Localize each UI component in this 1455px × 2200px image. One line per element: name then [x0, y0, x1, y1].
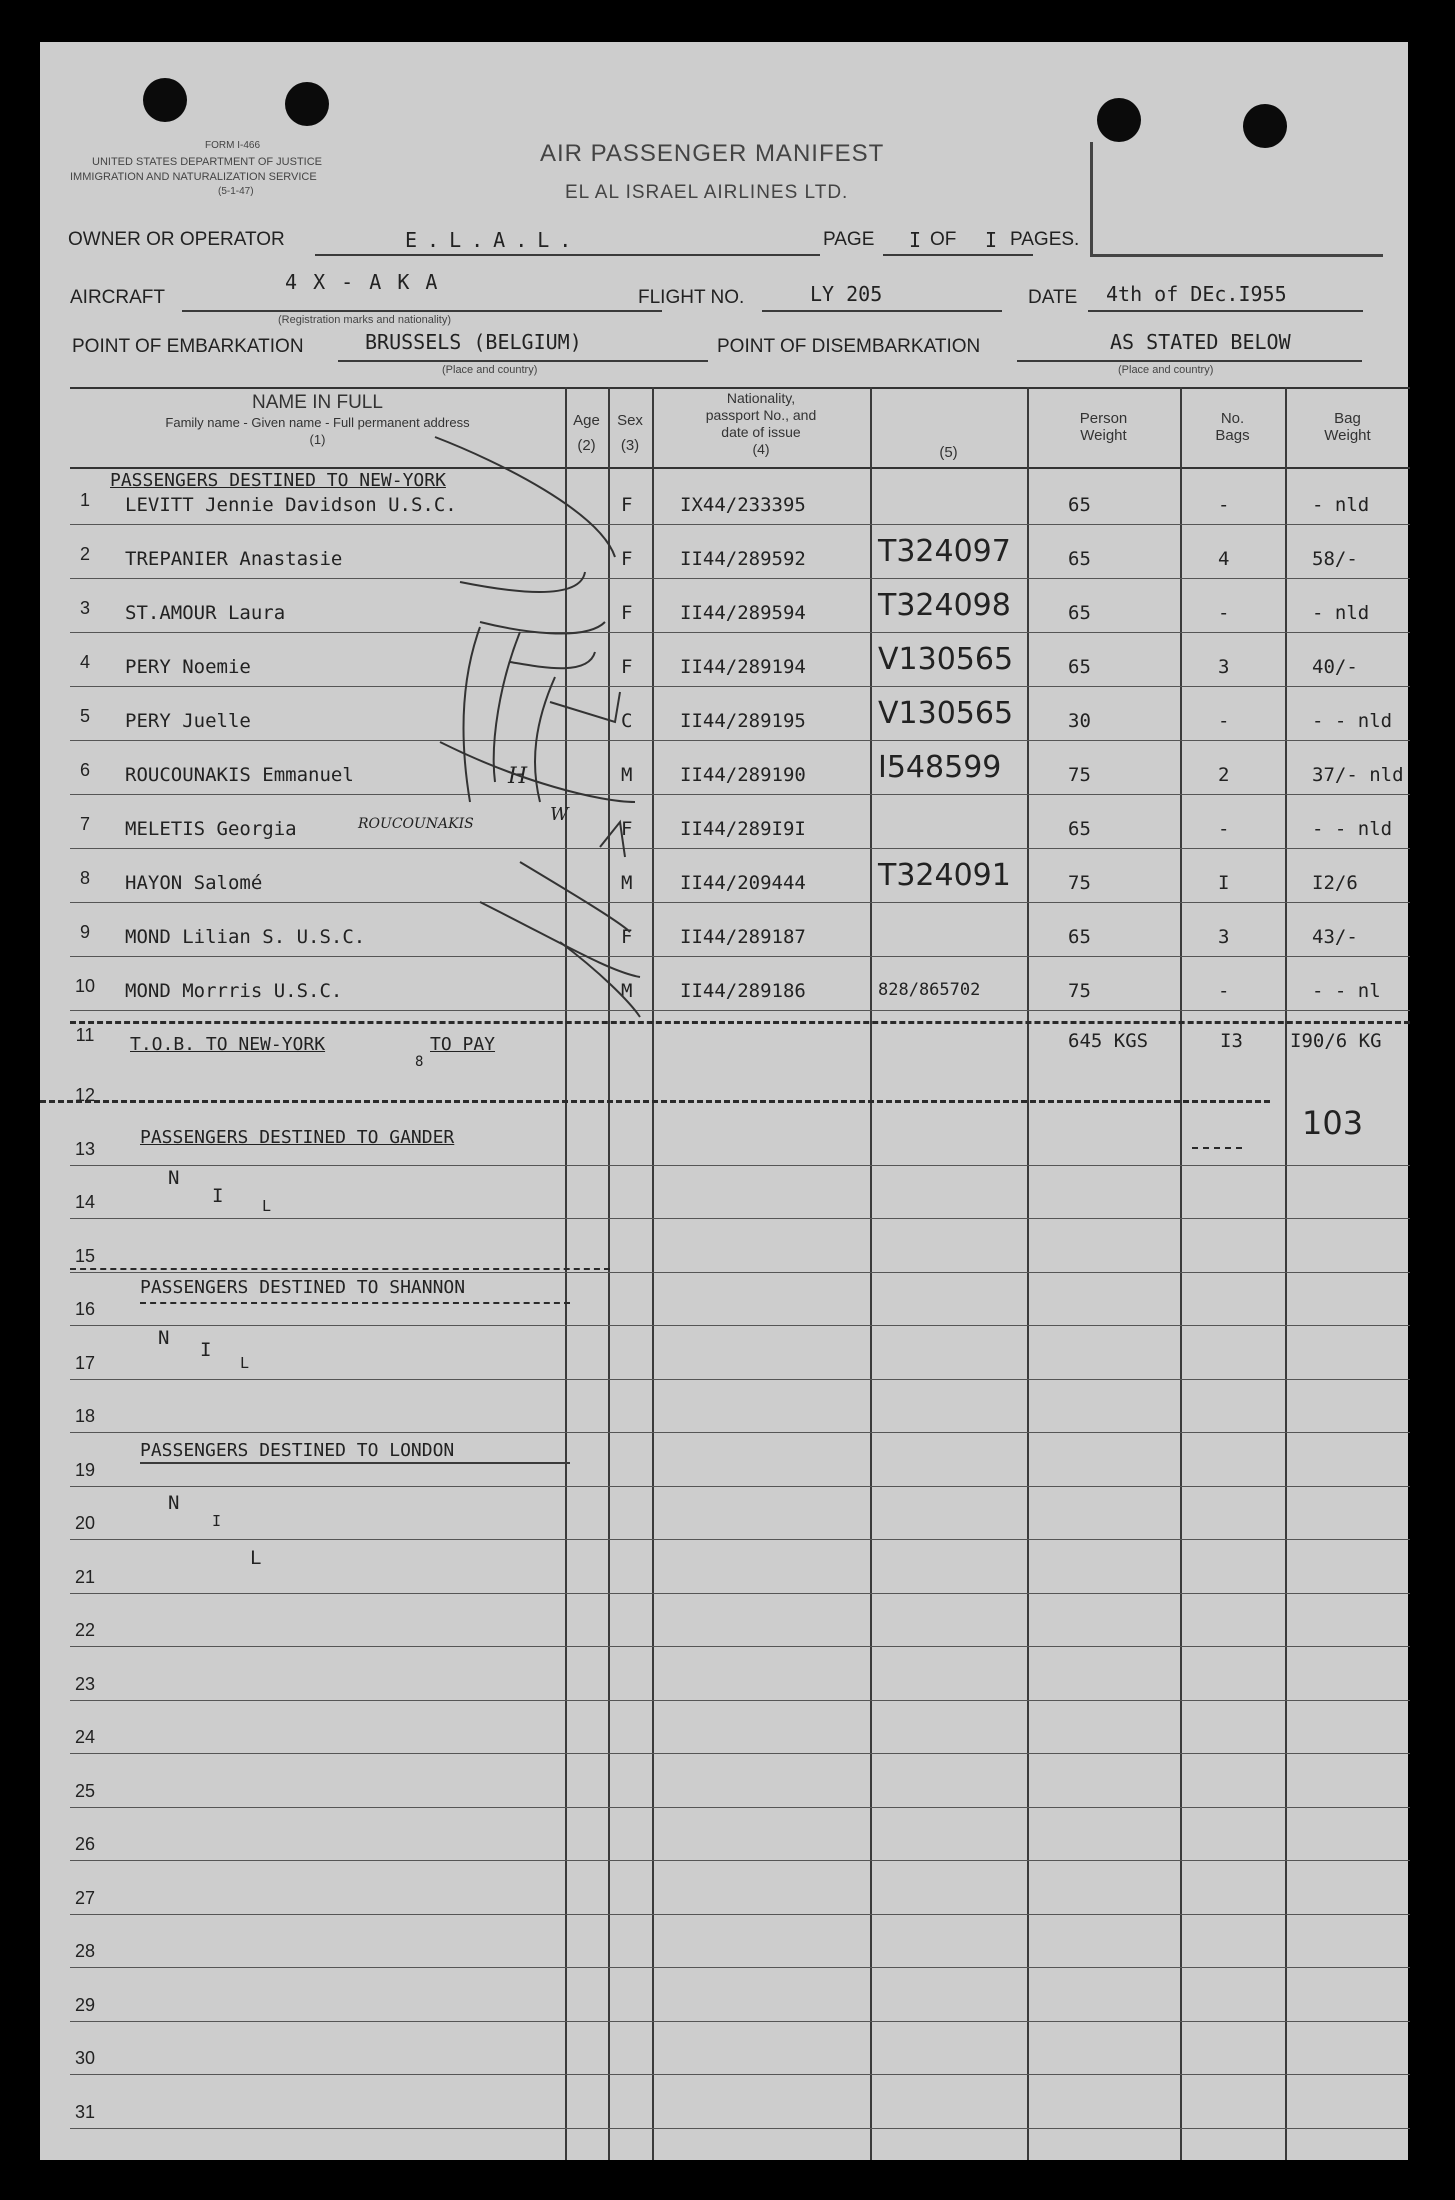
col-header-weight-2: Weight [1080, 427, 1127, 444]
col-header-name-num: (1) [309, 432, 326, 447]
annotation-w: W [550, 804, 569, 825]
row-number: 16 [74, 1299, 96, 1319]
passenger-col5: T324091 [878, 858, 1011, 893]
row-number: 21 [74, 1566, 96, 1587]
totals-weight: 645 KGS [1068, 1030, 1149, 1052]
check-stroke [480, 622, 605, 634]
section-heading-new-york: PASSENGERS DESTINED TO NEW-YORK [110, 470, 446, 491]
row-divider [70, 1432, 1410, 1433]
passenger-name: MELETIS Georgia [125, 818, 297, 840]
row-divider [70, 1165, 1410, 1166]
passenger-passport: II44/289190 [680, 764, 806, 786]
row-number: 31 [74, 2101, 96, 2122]
row-number: 3 [79, 598, 90, 618]
nil-l: L [262, 1197, 272, 1215]
passenger-bag-weight: - nld [1312, 494, 1370, 516]
passenger-sex: F [621, 656, 633, 678]
row-number: 1 [79, 490, 90, 510]
passenger-passport: II44/289194 [680, 656, 806, 678]
passenger-sex: F [621, 818, 633, 840]
flight-label: FLIGHT NO. [638, 287, 745, 308]
aircraft-note: (Registration marks and nationality) [278, 314, 452, 326]
row-number: 9 [79, 922, 90, 942]
passenger-weight: 75 [1068, 872, 1091, 894]
row-number: 11 [75, 1025, 95, 1045]
row-divider [70, 1486, 1410, 1487]
passenger-name: MOND Morrris U.S.C. [125, 980, 343, 1002]
passenger-bag-weight: - nld [1312, 602, 1370, 624]
passenger-bags: 3 [1218, 926, 1230, 948]
nil-l: L [240, 1354, 250, 1372]
row-number: 15 [74, 1245, 96, 1266]
date-value: 4th of DEc.I955 [1106, 282, 1287, 306]
row-number: 4 [79, 652, 90, 672]
check-stroke [550, 692, 620, 722]
annotation-roucounakis: ROUCOUNAKIS [358, 816, 474, 832]
passenger-col5: V130565 [878, 696, 1014, 731]
disembark-label: POINT OF DISEMBARKATION [717, 336, 981, 357]
form-dept: UNITED STATES DEPARTMENT OF JUSTICE [92, 156, 323, 168]
col-header-weight-1: Person [1079, 410, 1128, 427]
col-header-name-sub: Family name - Given name - Full permanent address [165, 415, 470, 430]
check-stroke [435, 437, 615, 557]
passenger-bag-weight: - - nld [1312, 818, 1393, 840]
row-number: 28 [74, 1941, 96, 1961]
passenger-name: PERY Noemie [125, 656, 251, 678]
passenger-bags: 2 [1218, 764, 1230, 786]
row-divider [70, 1379, 1410, 1380]
passenger-bags: - [1218, 818, 1230, 840]
passenger-passport: II44/289592 [680, 548, 806, 570]
passenger-passport: II44/209444 [680, 872, 806, 894]
row-divider [70, 1807, 1410, 1808]
row-number: 8 [79, 868, 90, 888]
passenger-weight: 30 [1068, 710, 1091, 732]
row-number: 5 [79, 706, 90, 726]
passenger-bags: 3 [1218, 656, 1230, 678]
col-header-bags-1: No. [1220, 410, 1245, 427]
row-divider [70, 2021, 1410, 2022]
passenger-name: ROUCOUNAKIS Emmanuel [125, 764, 354, 786]
section-separator [70, 1268, 610, 1270]
row-number: 27 [74, 1887, 96, 1908]
row-divider [70, 1753, 1410, 1754]
section-underline [140, 1462, 570, 1464]
disembark-value: AS STATED BELOW [1110, 330, 1291, 354]
section-heading-shannon: PASSENGERS DESTINED TO SHANNON [140, 1277, 466, 1298]
airline-name: EL AL ISRAEL AIRLINES LTD. [565, 182, 849, 203]
passenger-sex: F [621, 548, 633, 570]
passenger-passport: IX44/233395 [680, 494, 806, 516]
passenger-sex: F [621, 494, 633, 516]
col-header-sex-label: Sex [617, 412, 643, 429]
passenger-name: ST.AMOUR Laura [125, 602, 286, 624]
row-number: 19 [74, 1459, 96, 1480]
aircraft-value: 4 X - A K A [285, 270, 440, 294]
passenger-name: TREPANIER Anastasie [125, 548, 343, 570]
col-header-5: (5) [939, 444, 958, 461]
owner-label: OWNER OR OPERATOR [68, 229, 285, 250]
nil-i: I [200, 1339, 212, 1361]
passenger-weight: 65 [1068, 494, 1091, 516]
passenger-bags: - [1218, 494, 1230, 516]
check-stroke [520, 862, 633, 932]
passenger-weight: 65 [1068, 656, 1091, 678]
passenger-name: LEVITT Jennie Davidson U.S.C. [125, 494, 457, 516]
row-divider [70, 1325, 1410, 1326]
bags-tick [1192, 1147, 1242, 1149]
row-divider [70, 1967, 1410, 1968]
passenger-bags: - [1218, 602, 1230, 624]
row-number: 7 [79, 814, 90, 834]
row-number: 23 [74, 1673, 96, 1694]
row-number: 26 [74, 1834, 96, 1854]
row-divider [70, 1593, 1410, 1594]
row-divider [70, 1272, 1410, 1273]
col-header-nat-num: (4) [752, 441, 770, 457]
manifest-page [40, 42, 1408, 2160]
row-number: 24 [74, 1727, 96, 1747]
passenger-bags: 4 [1218, 548, 1230, 570]
row-divider [70, 1646, 1410, 1647]
annotation-h: H [508, 764, 528, 789]
totals-to-pay-sub: 8 [415, 1054, 424, 1070]
col-header-nat-1: Nationality, [726, 390, 796, 406]
passenger-name: HAYON Salomé [125, 872, 263, 894]
row-divider [70, 2074, 1410, 2075]
passenger-bags: I [1218, 872, 1230, 894]
form-service: IMMIGRATION AND NATURALIZATION SERVICE [70, 171, 317, 183]
row-divider [70, 2128, 1410, 2129]
embark-label: POINT OF EMBARKATION [72, 336, 304, 357]
row-number: 22 [74, 1620, 96, 1640]
totals-label: T.O.B. TO NEW-YORK [130, 1034, 326, 1055]
nil-l: L [250, 1547, 262, 1569]
passenger-bag-weight: 58/- [1312, 548, 1358, 570]
section-heading-gander: PASSENGERS DESTINED TO GANDER [140, 1127, 455, 1148]
col-header-bagw-2: Weight [1324, 427, 1371, 444]
row-divider [70, 1700, 1410, 1701]
totals-to-pay: TO PAY [430, 1034, 496, 1055]
passenger-bag-weight: 43/- [1312, 926, 1358, 948]
aircraft-label: AIRCRAFT [70, 287, 165, 308]
passenger-sex: M [621, 980, 633, 1002]
passenger-sex: F [621, 602, 633, 624]
nil-i: I [212, 1185, 224, 1207]
row-divider [70, 1218, 1410, 1219]
disembark-note: (Place and country) [1118, 364, 1214, 376]
passenger-passport: II44/289186 [680, 980, 806, 1002]
passenger-passport: II44/289187 [680, 926, 806, 948]
manifest-title: AIR PASSENGER MANIFEST [540, 140, 885, 167]
passenger-weight: 65 [1068, 926, 1091, 948]
page-value: I [909, 228, 922, 252]
col-header-name-title: NAME IN FULL [252, 392, 383, 413]
row-number: 29 [74, 1994, 96, 2015]
embark-value: BRUSSELS (BELGIUM) [365, 330, 582, 354]
form-date: (5-1-47) [218, 186, 254, 197]
handwritten-total: 103 [1302, 1104, 1364, 1142]
passenger-bag-weight: - - nld [1312, 710, 1393, 732]
passenger-weight: 75 [1068, 764, 1091, 786]
row-divider [70, 1860, 1410, 1861]
flight-value: LY 205 [810, 282, 883, 306]
col-header-bags-2: Bags [1215, 427, 1250, 444]
passenger-passport: II44/289I9I [680, 818, 806, 840]
passenger-bags: - [1218, 710, 1230, 732]
passenger-bag-weight: I2/6 [1312, 872, 1358, 894]
passenger-weight: 65 [1068, 602, 1091, 624]
passenger-col5: 828/865702 [878, 980, 981, 1000]
passenger-name: PERY Juelle [125, 710, 251, 732]
row-number: 2 [79, 544, 90, 564]
row-number: 14 [74, 1192, 96, 1212]
passenger-sex: F [621, 926, 633, 948]
passenger-col5: T324097 [878, 534, 1011, 569]
passenger-bag-weight: - - nl [1312, 980, 1381, 1002]
owner-value: E.L.A.L. [405, 228, 582, 252]
row-number: 10 [74, 976, 96, 996]
col-header-nat-3: date of issue [721, 424, 801, 440]
passenger-col5: I548599 [878, 750, 1002, 785]
col-header-age-num: (2) [577, 437, 596, 454]
check-stroke [460, 572, 585, 592]
passenger-bags: - [1218, 980, 1230, 1002]
passenger-name: MOND Lilian S. U.S.C. [125, 926, 366, 948]
nil-n: N [168, 1492, 180, 1514]
pages-label: PAGES. [1010, 229, 1080, 250]
nil-i: I [212, 1512, 222, 1530]
passenger-weight: 65 [1068, 548, 1091, 570]
passenger-bag-weight: 40/- [1312, 656, 1358, 678]
row-number: 25 [74, 1780, 96, 1801]
row-number: 12 [74, 1085, 96, 1105]
row-number: 20 [74, 1513, 96, 1533]
row-divider [70, 1539, 1410, 1540]
col-header-sex-num: (3) [620, 437, 640, 454]
row-number: 13 [74, 1138, 96, 1159]
form-number: FORM I-466 [205, 140, 261, 151]
row-number: 17 [74, 1352, 96, 1373]
passenger-passport: II44/289195 [680, 710, 806, 732]
passenger-bag-weight: 37/- nld [1312, 764, 1404, 786]
passenger-col5: T324098 [878, 588, 1011, 623]
passenger-sex: M [621, 872, 633, 894]
passenger-weight: 65 [1068, 818, 1091, 840]
totals-bags: I3 [1220, 1030, 1243, 1052]
row-number: 6 [79, 760, 90, 780]
page-label: PAGE [823, 229, 875, 250]
embark-note: (Place and country) [442, 364, 538, 376]
check-stroke [560, 942, 640, 1017]
section-underline [140, 1302, 570, 1304]
nil-n: N [158, 1327, 170, 1349]
row-number: 30 [74, 2048, 96, 2068]
check-stroke [494, 632, 520, 782]
check-stroke [480, 902, 640, 977]
date-label: DATE [1028, 287, 1078, 308]
passenger-col5: V130565 [878, 642, 1014, 677]
row-number: 18 [74, 1406, 96, 1426]
totals-bag-weight: I90/6 KG [1290, 1030, 1382, 1052]
check-stroke [463, 627, 480, 802]
col-header-bagw-1: Bag [1334, 410, 1361, 427]
check-stroke [600, 822, 625, 857]
of-label: OF [930, 229, 957, 250]
passenger-weight: 75 [1068, 980, 1091, 1002]
section-heading-london: PASSENGERS DESTINED TO LONDON [140, 1440, 455, 1461]
of-value: I [985, 228, 998, 252]
passenger-sex: M [621, 764, 633, 786]
passenger-passport: II44/289594 [680, 602, 806, 624]
col-header-age-label: Age [573, 412, 600, 429]
row-divider [70, 1914, 1410, 1915]
check-stroke [510, 652, 595, 668]
col-header-nat-2: passport No., and [705, 407, 817, 423]
nil-n: N [168, 1167, 180, 1189]
passenger-sex: C [621, 710, 633, 732]
check-marks [40, 42, 1408, 1142]
